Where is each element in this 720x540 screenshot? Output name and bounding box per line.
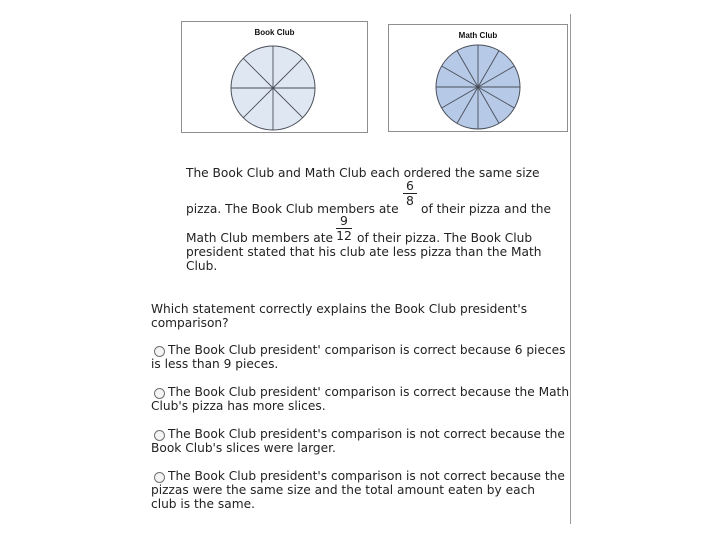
page-divider [570,14,571,524]
fraction-six-eighths [403,180,417,207]
radio-button-d[interactable] [154,472,165,483]
option-a-line-1[interactable]: The Book Club president' comparison is correct because 6 pieces [168,343,566,357]
option-d-line-2[interactable]: pizzas were the same size and the total amount eaten by each [151,483,536,497]
math-club-figure [388,24,568,132]
problem-line-1: The Book Club and Math Club each ordered the same size [186,166,540,180]
fraction-numerator: 6 [406,178,414,193]
option-b-line-2[interactable]: Club's pizza has more slices. [151,399,326,413]
problem-line-2a: pizza. The Book Club members ate [186,202,399,216]
book-club-figure [181,21,368,133]
problem-line-2b: of their pizza and the [421,202,551,216]
fraction-denominator: 12 [336,228,352,243]
radio-button-c[interactable] [154,430,165,441]
radio-button-a[interactable] [154,346,165,357]
problem-line-3b: of their pizza. The Book Club [357,231,533,245]
option-c-line-2[interactable]: Book Club's slices were larger. [151,441,336,455]
math-club-pizza [428,37,528,137]
question-line-2: comparison? [151,316,229,330]
option-a-line-2[interactable]: is less than 9 pieces. [151,357,279,371]
fraction-numerator: 9 [340,213,348,228]
radio-button-b[interactable] [154,388,165,399]
problem-line-4: president stated that his club ate less pizza than the Math [186,245,542,259]
option-d-line-3[interactable]: club is the same. [151,497,255,511]
fraction-nine-twelfths [336,215,352,242]
book-club-title: Book Club [254,28,295,37]
problem-line-5: Club. [186,259,218,273]
option-d-line-1[interactable]: The Book Club president's comparison is not correct because the [168,469,565,483]
problem-line-3a: Math Club members ate [186,231,334,245]
option-c-line-1[interactable]: The Book Club president's comparison is not correct because the [168,427,565,441]
question-line-1: Which statement correctly explains the Book Club president's [151,302,528,316]
option-b-line-1[interactable]: The Book Club president' comparison is correct because the Math [168,385,570,399]
book-club-pizza [223,38,323,138]
fraction-denominator: 8 [406,193,414,208]
math-club-title: Math Club [458,31,498,40]
